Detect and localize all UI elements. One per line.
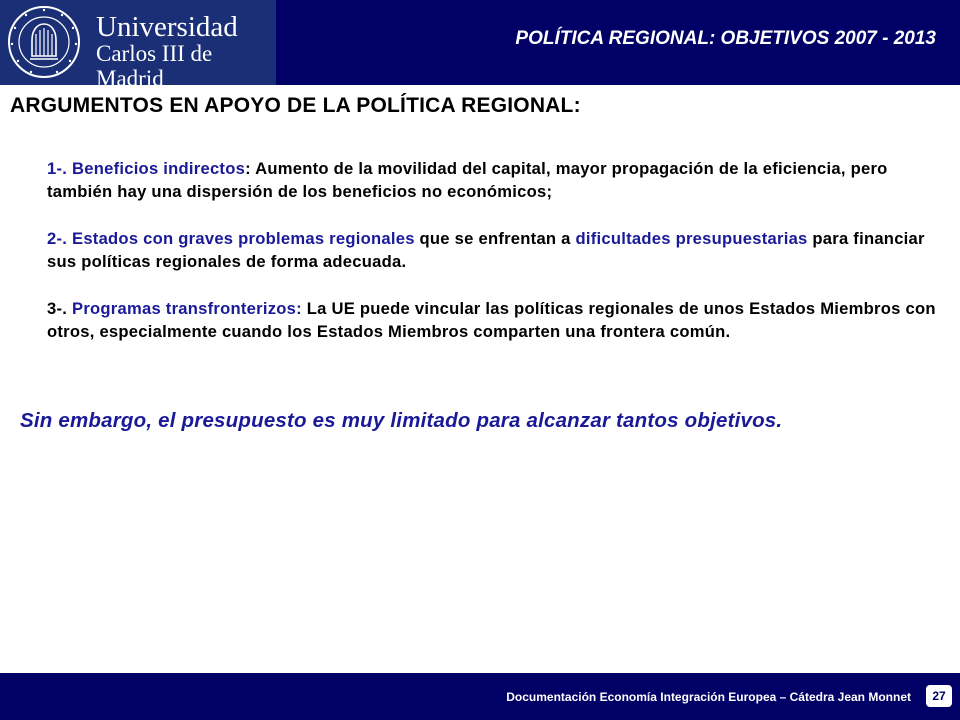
university-name-line1: Universidad — [96, 11, 238, 43]
footer-text: Documentación Economía Integración Europea – Cátedra Jean Monnet — [506, 690, 911, 704]
footer-bar — [0, 673, 960, 720]
argument-text-secondary: para financiar sus políticas regionales de forma adecuada. — [47, 229, 925, 271]
university-name-line2: Carlos III de Madrid — [96, 41, 213, 91]
page-number: 27 — [926, 685, 952, 707]
argument-heading: Beneficios indirectos — [72, 159, 246, 178]
argument-heading-secondary: dificultades presupuestarias — [575, 229, 808, 248]
argument-item-3 — [47, 297, 937, 343]
university-seal-icon — [6, 4, 82, 80]
argument-number: 2-. — [47, 229, 68, 248]
header-bar — [0, 0, 960, 91]
argument-number: 1-. — [47, 159, 68, 178]
university-logo — [0, 0, 276, 91]
argument-text: que se enfrentan a — [414, 229, 576, 248]
argument-item-1 — [47, 157, 937, 203]
slide-header-title: POLÍTICA REGIONAL: OBJETIVOS 2007 - 2013 — [515, 28, 936, 49]
section-title: ARGUMENTOS EN APOYO DE LA POLÍTICA REGIONAL: — [10, 94, 581, 117]
argument-heading: Estados con graves problemas regionales — [72, 229, 415, 248]
argument-heading: Programas transfronterizos: — [72, 299, 302, 318]
argument-number: 3-. — [47, 299, 68, 318]
argument-item-2 — [47, 227, 937, 273]
argument-text: La UE puede vincular las políticas regionales de unos Estados Miembros con otros, especialmente cuando los Estados Miembros comparten una frontera común. — [47, 299, 936, 341]
argument-text: : Aumento de la movilidad del capital, mayor propagación de la eficiencia, pero también hay una dispersión de los beneficios no económicos; — [47, 159, 888, 201]
conclusion-text: Sin embargo, el presupuesto es muy limitado para alcanzar tantos objetivos. — [20, 409, 783, 432]
university-name — [96, 12, 276, 91]
arguments-list — [47, 157, 937, 367]
